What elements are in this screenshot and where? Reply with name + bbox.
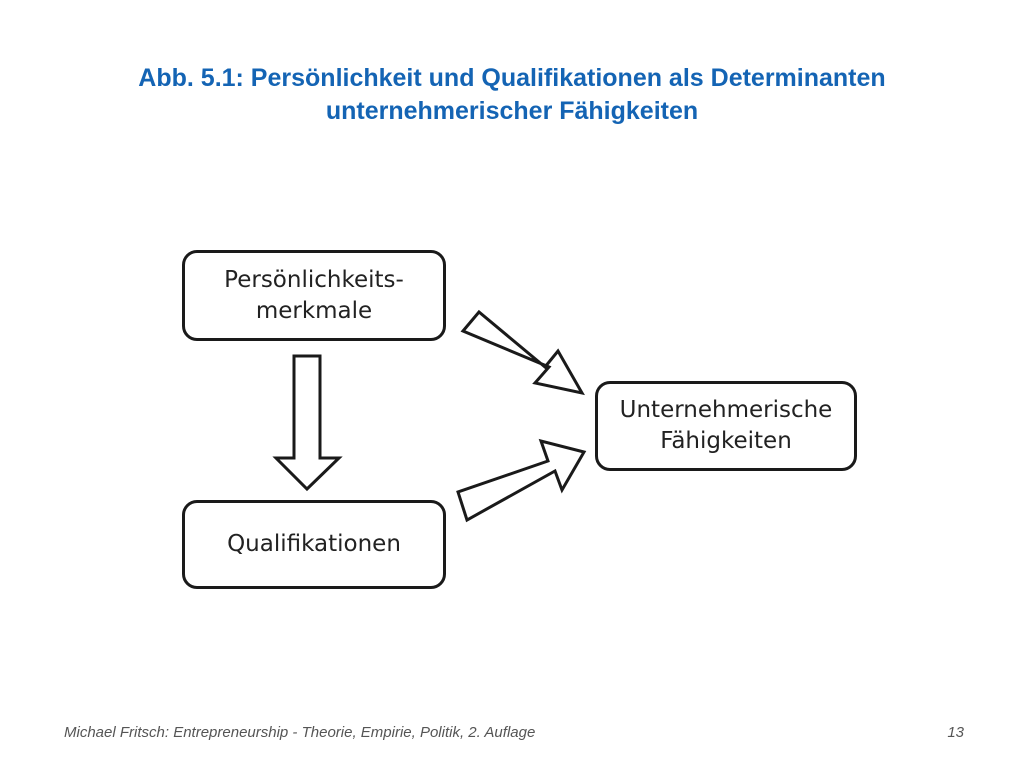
box-qualifications xyxy=(182,500,446,589)
qualifications-label: Qualifikationen xyxy=(227,531,401,557)
personality-traits-line-2: merkmale xyxy=(255,297,373,324)
page-number: 13 xyxy=(947,724,964,741)
slide-title-line-2: unternehmerischer Fähigkeiten xyxy=(325,97,699,125)
personality-traits-line-1: Persönlichkeits- xyxy=(224,266,404,293)
arrow-personality-to-entrepreneurial xyxy=(463,312,582,393)
slide-title-line-1: Abb. 5.1: Persönlichkeit und Qualifikationen als Determinanten xyxy=(138,64,886,92)
entrepreneurial-abilities-line-2: Fähigkeiten xyxy=(660,428,792,454)
footer-citation: Michael Fritsch: Entrepreneurship - Theorie, Empirie, Politik, 2. Auflage xyxy=(64,724,536,741)
arrow-qualifications-to-entrepreneurial xyxy=(458,441,584,520)
box-personality-traits xyxy=(182,250,446,341)
box-entrepreneurial-abilities xyxy=(595,381,857,471)
entrepreneurial-abilities-line-1: Unternehmerische xyxy=(619,397,833,423)
arrow-personality-to-qualifications xyxy=(276,356,339,489)
